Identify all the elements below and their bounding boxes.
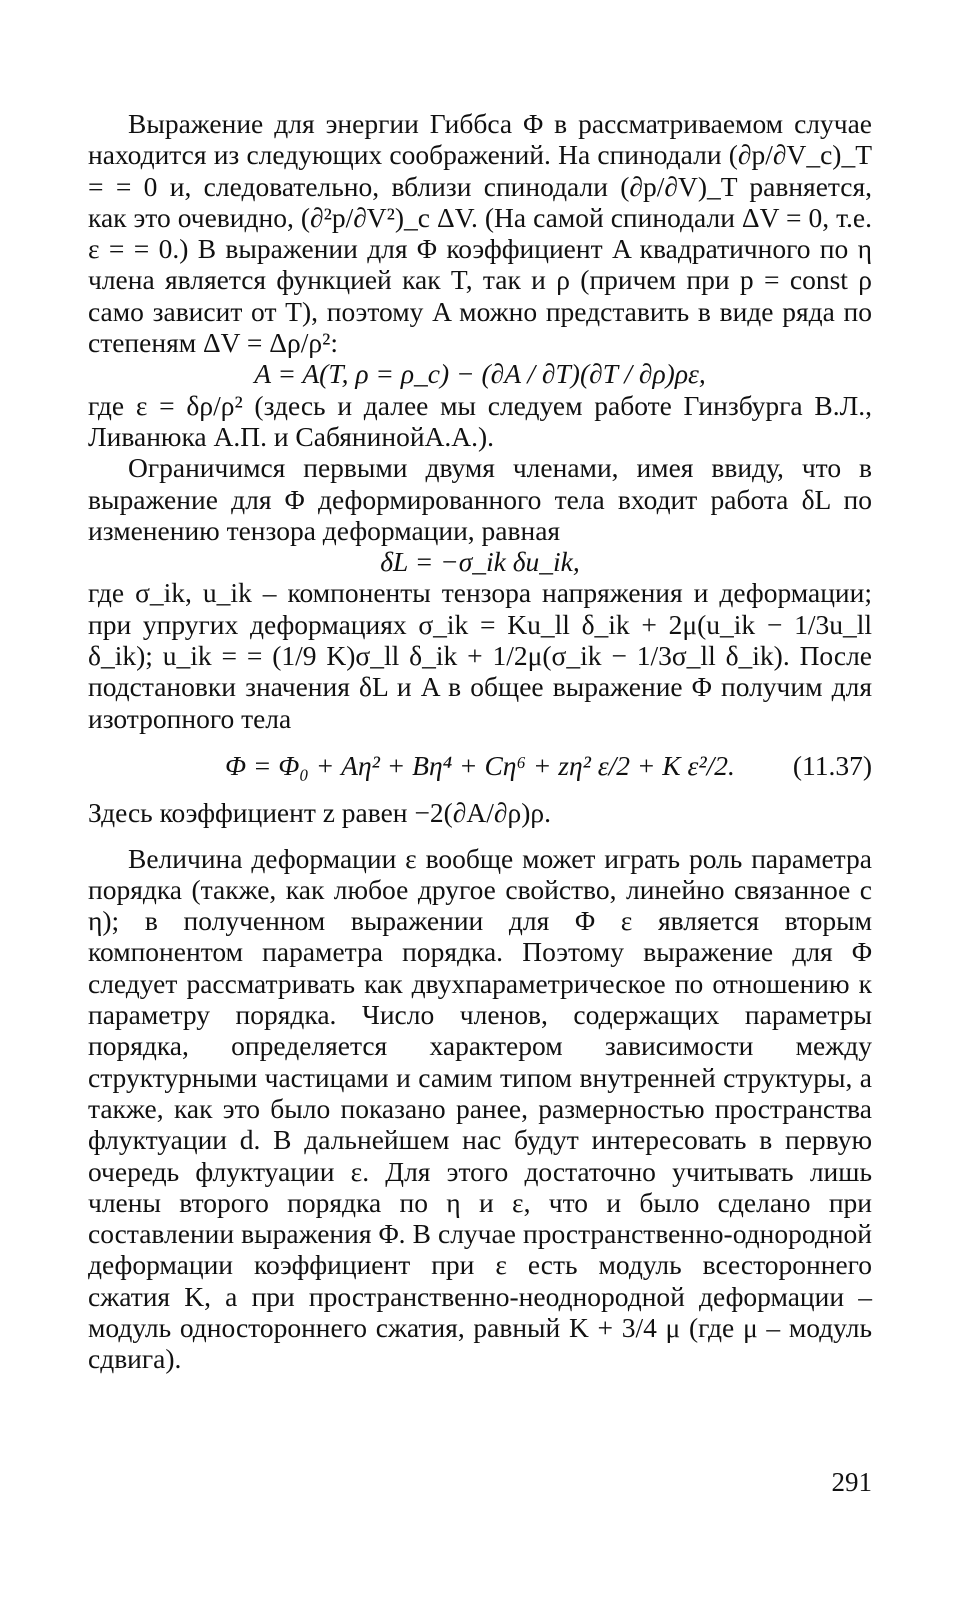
main-text (88, 108, 872, 1375)
paragraph-3: Ограничимся первыми двумя членами, имея ввиду, что в выражение для Φ деформированного тела входит работа δL по изменению тензора деформации, равная (88, 452, 872, 546)
formula-gibbs-expression: Φ = Φ₀ + Aη² + Bη⁴ + Cη⁶ + zη² ε/2 + K ε²/2. (225, 749, 735, 781)
paragraph-5: Здесь коэффициент z равен −2(∂A/∂ρ)ρ. (88, 797, 551, 829)
equation-number: (11.37) (792, 749, 872, 781)
paragraph-6: Величина деформации ε вообще может играть роль параметра порядка (также, как любое другое свойство, линейно связанное с η); в полученном выражении для Φ ε является вторым компонентом параметра порядка. Поэтому выражение для Φ следует рассматривать как двухпараметрическое по отношению к параметру порядка. Число членов, содержащих параметры порядка, определяется характером зависимости между структурными частицами и самим типом внутренней структуры, а также, как это было показано ранее, размерностью пространства флуктуации d. В дальнейшем нас будут интересовать в первую очередь флуктуации ε. Для этого достаточно учитывать лишь члены второго порядка по η и ε, что и было сделано при составлении выражения Φ. В случае пространственно-однородной деформации коэффициент при ε есть модуль всестороннего сжатия K, а при пространственно-неоднородной деформации – модуль одностороннего сжатия, равный K + 3/4 μ (где μ – модуль сдвига). (88, 842, 872, 1375)
formula-a-expansion: A = A(T, ρ = ρ_c) − (∂A / ∂T)(∂T / ∂ρ)ρε, (254, 358, 706, 390)
formula-gibbs-energy (88, 750, 872, 781)
paragraph-1: Выражение для энергии Гиббса Φ в рассматриваемом случае находится из следующих соображений. На спинодали (∂p/∂V_c)_T = = 0 и, следовательно, вблизи спинодали (∂p/∂V)_T равняется, как это очевидно, (∂²p/∂V²)_c ΔV. (На самой спинодали ΔV = 0, т.е. ε = = 0.) В выражении для Φ коэффициент A квадратичного по η члена является функцией как T, так и ρ (причем при p = const ρ само зависит от T), поэтому A можно представить в виде ряда по степеням ΔV = Δρ/ρ²: (88, 108, 872, 359)
formula-work: δL = −σ_ik δu_ik, (380, 546, 580, 578)
paragraph-4: где σ_ik, u_ik – компоненты тензора напряжения и деформации; при упругих деформациях σ_ik = Ku_ll δ_ik + 2μ(u_ik − 1/3u_ll δ_ik); u_ik = = (1/9 K)σ_ll δ_ik + 1/2μ(σ_ik − 1/3σ_ll δ_ik). После подстановки значения δL и A в общее выражение Φ получим для изотропного тела (88, 577, 872, 734)
paragraph-2: где ε = δρ/ρ² (здесь и далее мы следуем работе Гинзбурга В.Л., Ливанюка А.П. и СабянинойА.А.). (88, 389, 872, 452)
page-number: 291 (831, 1467, 872, 1497)
